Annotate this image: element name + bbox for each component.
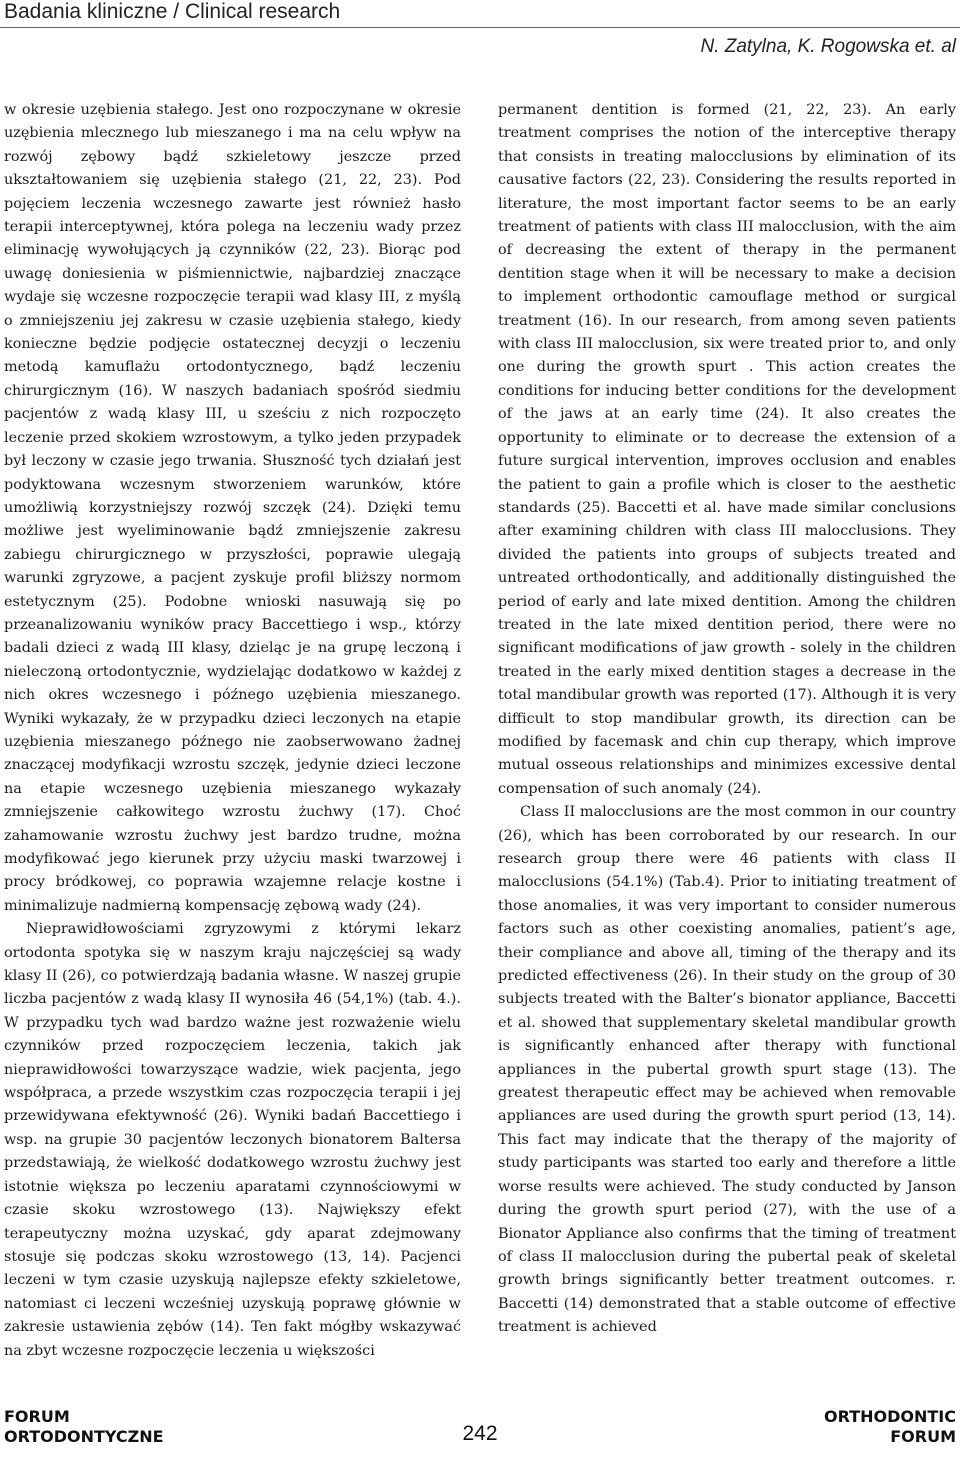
page-number: 242: [462, 1422, 498, 1445]
journal-name-line: FORUM: [4, 1407, 70, 1426]
header-divider: [0, 27, 960, 28]
paragraph: permanent dentition is formed (21, 22, 23). An early treatment comprises the notion of the interceptive therapy that consists in treating malocclusions by elimination of its causative factors (22, 23). Considering the results reported in literature, the most important factor seems to be an early treatment of patients with class III malocclusion, with the aim of decreasing the extent of therapy in the permanent dentition stage when it will be necessary to make a decision to implement orthodontic camouflage method or surgical treatment (16). In our research, from among seven patients with class III malocclusion, six were treated prior to, and only one during the growth spurt . This action creates the conditions for inducing better conditions for the development of the jaws at an early time (24). It also creates the opportunity to eliminate or to decrease the extension of a future surgical intervention, improves occlusion and enables the patient to gain a profile which is closer to the aesthetic standards (25). Baccetti et al. have made similar conclusions after examining children with class III malocclusions. They divided the patients into groups of subjects treated and untreated orthodontically, and additionally distinguished the period of early and late mixed dentition. Among the children treated in the late mixed dentition period, there were no significant modifications of jaw growth - solely in the children treated in the early mixed dentition stages a decrease in the total mandibular growth was reported (17). Although it is very difficult to stop mandibular growth, its direction can be modified by facemask and chin cup therapy, which improve mutual osseous relationships and minimizes excessive dental compensation of such anomaly (24).: [498, 102, 956, 797]
polish-text-column: [4, 99, 461, 1363]
page-header: [0, 0, 960, 66]
paragraph: Class II malocclusions are the most common in our country (26), which has been corroborated by our research. In our research group there were 46 patients with class II malocclusions (54.1%) (Tab.4). Prior to initiating treatment of those anomalies, it was very important to consider numerous factors such as other coexisting anomalies, patient’s age, their compliance and above all, timing of the therapy and its predicted effectiveness (26). In their study on the group of 30 subjects treated with the Balter’s bionator appliance, Baccetti et al. showed that supplementary skeletal mandibular growth is significantly enhanced after therapy with functional appliances in the pubertal growth spurt stage (13). The greatest therapeutic effect may be achieved when removable appliances are used during the growth spurt period (13, 14). This fact may indicate that the therapy of the majority of study participants was started too early and therefore a little worse results were achieved. The study conducted by Janson during the growth spurt period (27), with the use of a Bionator Appliance also confirms that the timing of treatment of class II malocclusion during the pubertal peak of skeletal growth brings significantly better treatment outcomes. r. Baccetti (14) demonstrated that a stable outcome of effective treatment is achieved: [498, 804, 956, 1336]
journal-name-line: FORUM: [890, 1427, 956, 1446]
section-title: Badania kliniczne / Clinical research: [4, 0, 341, 23]
journal-name-polish: [4, 1407, 164, 1447]
journal-name-english: [824, 1407, 956, 1447]
paragraph: w okresie uzębienia stałego. Jest ono rozpoczynane w okresie uzębienia mlecznego lub mieszanego i ma na celu wpływ na rozwój zębowy bądź szkieletowy jeszcze przed ukształtowaniem się uzębienia stałego (21, 22, 23). Pod pojęciem leczenia wczesnego zawarte jest również hasło terapii interceptywnej, która polega na leczeniu wady przez eliminację wywołujących ją czynników (22, 23). Biorąc pod uwagę doniesienia w piśmiennictwie, najbardziej znaczące wydaje się wczesne rozpoczęcie terapii wad klasy III, z myślą o zmniejszeniu jej zakresu w czasie uzębienia stałego, kiedy konieczne będzie podjęcie ostatecznej decyzji o leczeniu metodą kamuflażu ortodontycznego, bądź leczeniu chirurgicznym (16). W naszych badaniach spośród siedmiu pacjentów z wadą klasy III, u sześciu z nich rozpoczęto leczenie przed skokiem wzrostowym, a tylko jeden przypadek był leczony w czasie jego trwania. Słuszność tych działań jest podyktowana wczesnym stworzeniem warunków, które umożliwią korzystniejszy rozwój szczęk (24). Dzięki temu możliwe jest wyeliminowanie bądź zmniejszenie zakresu zabiegu chirurgicznego w przyszłości, poprawie ulegają warunki zgryzowe, a pacjent zyskuje profil bliższy normom estetycznym (25). Podobne wnioski nasuwają się po przeanalizowaniu wyników pracy Baccettiego i wsp., którzy badali dzieci z wadą III klasy, dzieląc je na grupę leczoną i nieleczoną ortodontycznie, wydzielając dodatkowo w każdej z nich okres wczesnego i późnego uzębienia mieszanego. Wyniki wykazały, że w przypadku dzieci leczonych na etapie uzębienia mieszanego późnego nie zaobserwowano żadnej znaczącej modyfikacji wzrostu szczęk, jedynie dzieci leczone na etapie wczesnego uzębienia mieszanego wykazały zmniejszenie całkowitego wzrostu żuchwy (17). Choć zahamowanie wzrostu żuchwy jest bardzo trudne, można modyfikować jego kierunek przy użyciu maski twarzowej i procy bródkowej, co poprawia wzajemne relacje kostne i minimalizuje nadmierną kompensację zębową wady (24).: [4, 102, 461, 914]
journal-name-line: ORTODONTYCZNE: [4, 1427, 164, 1446]
authors-running-head: N. Zatylna, K. Rogowska et. al: [700, 36, 956, 57]
paragraph: Nieprawidłowościami zgryzowymi z którymi lekarz ortodonta spotyka się w naszym kraju najczęściej są wady klasy II (26), co potwierdzają badania własne. W naszej grupie liczba pacjentów z wadą klasy II wynosiła 46 (54,1%) (tab. 4.). W przypadku tych wad bardzo ważne jest rozważenie wielu czynników przed rozpoczęciem leczenia, takich jak nieprawidłowości towarzyszące wadzie, wiek pacjenta, jego współpraca, a przede wszystkim czas rozpoczęcia terapii i jej przewidywana efektywność (26). Wyniki badań Baccettiego i wsp. na grupie 30 pacjentów leczonych bionatorem Baltersa przedstawiają, że wielkość dodatkowego wzrostu żuchwy jest istotnie większa po leczeniu aparatami czynnościowymi w czasie skoku wzrostowego (13). Największy efekt terapeutyczny można uzyskać, gdy aparat zdejmowany stosuje się podczas skoku wzrostowego (13, 14). Pacjenci leczeni w tym czasie uzyskują najlepsze efekty szkieletowe, natomiast ci leczeni wcześniej uzyskują poprawę głównie w zakresie ustawienia zębów (14). Ten fakt mógłby wskazywać na zbyt wczesne rozpoczęcie leczenia u większości: [4, 921, 461, 1359]
english-text-column: [498, 99, 956, 1340]
journal-name-line: ORTHODONTIC: [824, 1407, 956, 1426]
